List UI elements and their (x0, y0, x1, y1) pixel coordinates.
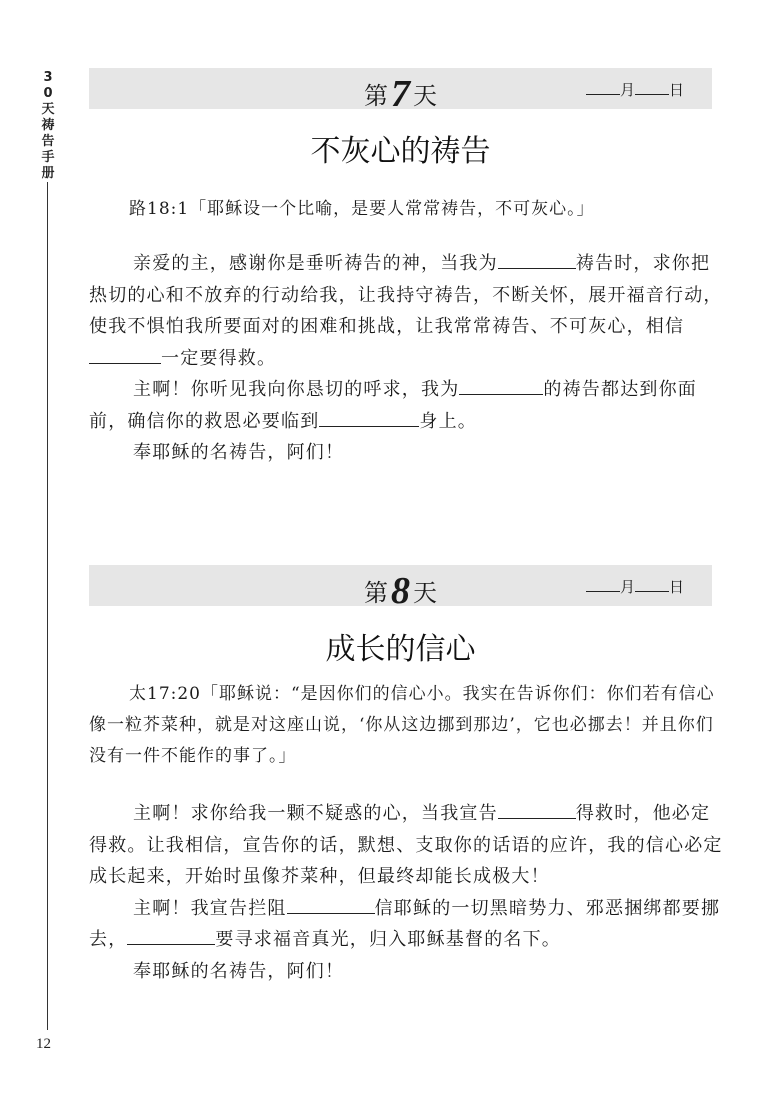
date-field: 月 日 (586, 79, 684, 100)
margin-rule (47, 182, 48, 1030)
day-blank (635, 80, 669, 95)
name-blank (127, 924, 215, 945)
book-title-vertical: 3 0 天 祷 告 手 册 (41, 70, 55, 181)
month-blank (586, 577, 620, 592)
month-blank (586, 80, 620, 95)
prayer-paragraph: 主啊！你听见我向你恳切的呼求，我为 的祷告都达到你面前，确信你的救恩必要临到 身上。 (89, 374, 724, 437)
page-number: 12 (36, 1036, 51, 1052)
prayer-title: 不灰心的祷告 (310, 134, 491, 169)
scripture-verse: 路18:1「耶稣设一个比喻，是要人常常祷告，不可灰心。」 (129, 199, 595, 219)
date-field: 月 日 (586, 576, 684, 597)
prayer-paragraph: 主啊！我宣告拦阻 信耶稣的一切黑暗势力、邪恶捆绑都要挪去， 要寻求福音真光，归入耶稣基督的名下。 (89, 893, 724, 956)
name-blank (319, 406, 419, 427)
prayer-closing: 奉耶稣的名祷告，阿们！ (133, 960, 345, 982)
name-blank (287, 893, 375, 914)
day-header-7 (89, 68, 712, 115)
name-blank (498, 798, 576, 819)
day-label: 第7 天 (364, 73, 437, 115)
day-blank (635, 577, 669, 592)
name-blank (459, 374, 543, 395)
prayer-closing: 奉耶稣的名祷告，阿们！ (133, 442, 345, 463)
prayer-paragraph: 亲爱的主，感谢你是垂听祷告的神，当我为 祷告时，求你把热切的心和不放弃的行动给我，让我持守祷告，不断关怀，展开福音行动，使我不惧怕我所要面对的困难和挑战，让我常常祷告、不可灰心，相信一定要得救。 (89, 248, 724, 374)
day-number: 8 (391, 570, 410, 612)
prayer-body (89, 798, 724, 987)
day-header-8 (89, 565, 712, 612)
name-blank (498, 248, 576, 269)
scripture-verse: 太17:20「耶稣说：“是因你们的信心小。我实在告诉你们：你们若有信心像一粒芥菜种，就是对这座山说，‘你从这边挪到那边’，它也必挪去！并且你们没有一件不能作的事了。」 (89, 684, 715, 766)
name-blank (89, 343, 161, 364)
prayer-title: 成长的信心 (325, 632, 476, 667)
prayer-paragraph: 主啊！求你给我一颗不疑惑的心，当我宣告 得救时，他必定得救。让我相信，宣告你的话，默想、支取你的话语的应许，我的信心必定成长起来，开始时虽像芥菜种，但最终却能长成极大！ (89, 798, 724, 893)
day-number: 7 (391, 73, 410, 115)
prayer-body (89, 248, 724, 469)
day-label: 第8 天 (364, 570, 437, 612)
